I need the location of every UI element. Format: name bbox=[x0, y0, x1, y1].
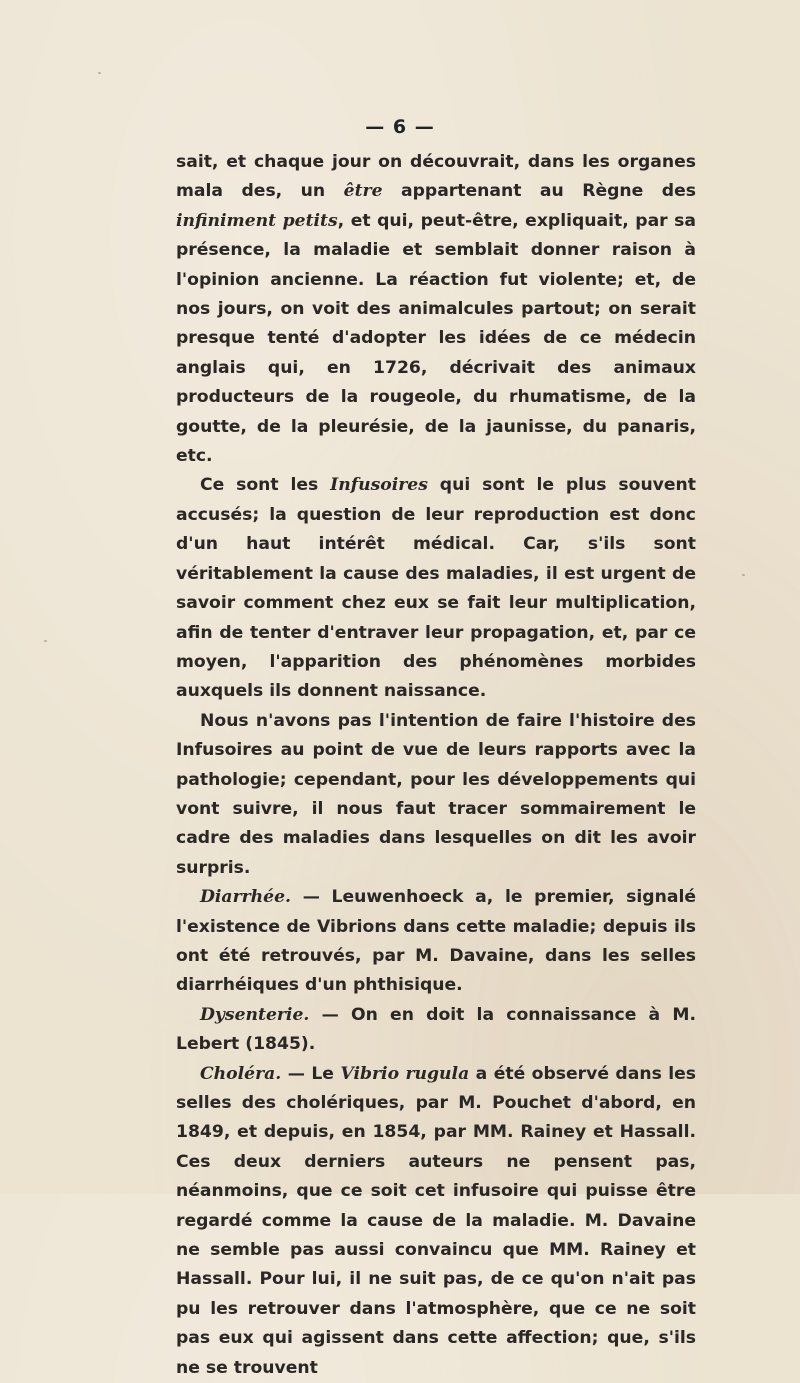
italic-term: Infusoires bbox=[330, 475, 428, 496]
paragraph-cholera bbox=[176, 1060, 696, 1383]
text-run: — Leuwenhoeck a, le premier, signalé l'existence de Vibrions dans cette maladie; depuis ils ont été retrouvés, par M. Davaine, dans les selles diarrhéiques d'un phthisique. bbox=[176, 887, 696, 996]
section-heading-cholera: Choléra. bbox=[200, 1063, 282, 1084]
text-run: Nous n'avons pas l'intention de faire l'histoire des Infusoires au point de vue de leurs rapports avec la pathologie; cependant, pour les développements qui vont suivre, il nous faut tracer sommairement le cadre des maladies dans lesquelles on dit les avoir surpris. bbox=[176, 710, 696, 878]
paragraph-1 bbox=[176, 148, 696, 471]
text-run: — On en doit la connaissance à M. Lebert (1845). bbox=[176, 1004, 696, 1055]
text-run: — Le bbox=[281, 1063, 341, 1084]
text-run: sait, et chaque jour on découvrait, dans les organes mala des, un bbox=[176, 152, 696, 202]
text-run: appartenant au Règne des bbox=[382, 181, 696, 202]
text-run: qui sont le plus souvent accusés; la question de leur reproduction est donc d'un haut intérêt médical. Car, s'ils sont véritablement la cause des maladies, il est urgent de savoir comment chez eux se fait leur multiplication, afin de tenter d'entraver leur propagation, et, par ce moyen, l'apparition des phénomènes morbides auxquels ils donnent naissance. bbox=[176, 475, 696, 702]
paper-speck bbox=[742, 574, 745, 576]
italic-term: infiniment petits bbox=[176, 210, 338, 231]
italic-term: être bbox=[343, 181, 383, 202]
italic-term: Vibrio rugula bbox=[340, 1063, 470, 1084]
text-run: a été observé dans les selles des cholériques, par M. Pouchet d'abord, en 1849, et depuis, en 1854, par MM. Rainey et Hassall. Ces deux derniers auteurs ne pensent pas, néanmoins, que ce soit cet infusoire qui puisse être regardé comme la cause de la maladie. M. Davaine ne semble pas aussi convaincu que MM. Rainey et Hassall. Pour lui, il ne suit pas, de ce qu'on n'ait pas pu les retrouver dans l'atmosphère, que ce ne soit pas eux qui agissent dans cette affection; que, s'ils ne se trouvent bbox=[176, 1063, 697, 1378]
paper-speck bbox=[98, 72, 101, 74]
paragraph-dysenterie bbox=[176, 1001, 696, 1060]
paragraph-2 bbox=[176, 471, 696, 706]
page-body bbox=[176, 148, 696, 1383]
text-run: Ce sont les bbox=[200, 475, 331, 496]
page-number: — 6 — bbox=[365, 116, 435, 138]
paper-speck bbox=[560, 1128, 563, 1130]
text-run: , et qui, peut-être, expliquait, par sa présence, la maladie et semblait donner raison à l'opinion ancienne. La réaction fut violente; et, de nos jours, on voit des animalcules partout; on serait presque tenté d'adopter les idées de ce médecin anglais qui, en 1726, décrivait des animaux producteurs de la rougeole, du rhumatisme, de la goutte, de la pleurésie, de la jaunisse, du panaris, etc. bbox=[176, 210, 696, 467]
paragraph-diarrhee bbox=[176, 883, 696, 1001]
paper-speck bbox=[44, 640, 47, 642]
section-heading-dysenterie: Dysenterie. bbox=[200, 1004, 310, 1025]
paper-speck bbox=[210, 1010, 213, 1012]
section-heading-diarrhee: Diarrhée. bbox=[200, 887, 292, 908]
paragraph-3 bbox=[176, 707, 696, 883]
